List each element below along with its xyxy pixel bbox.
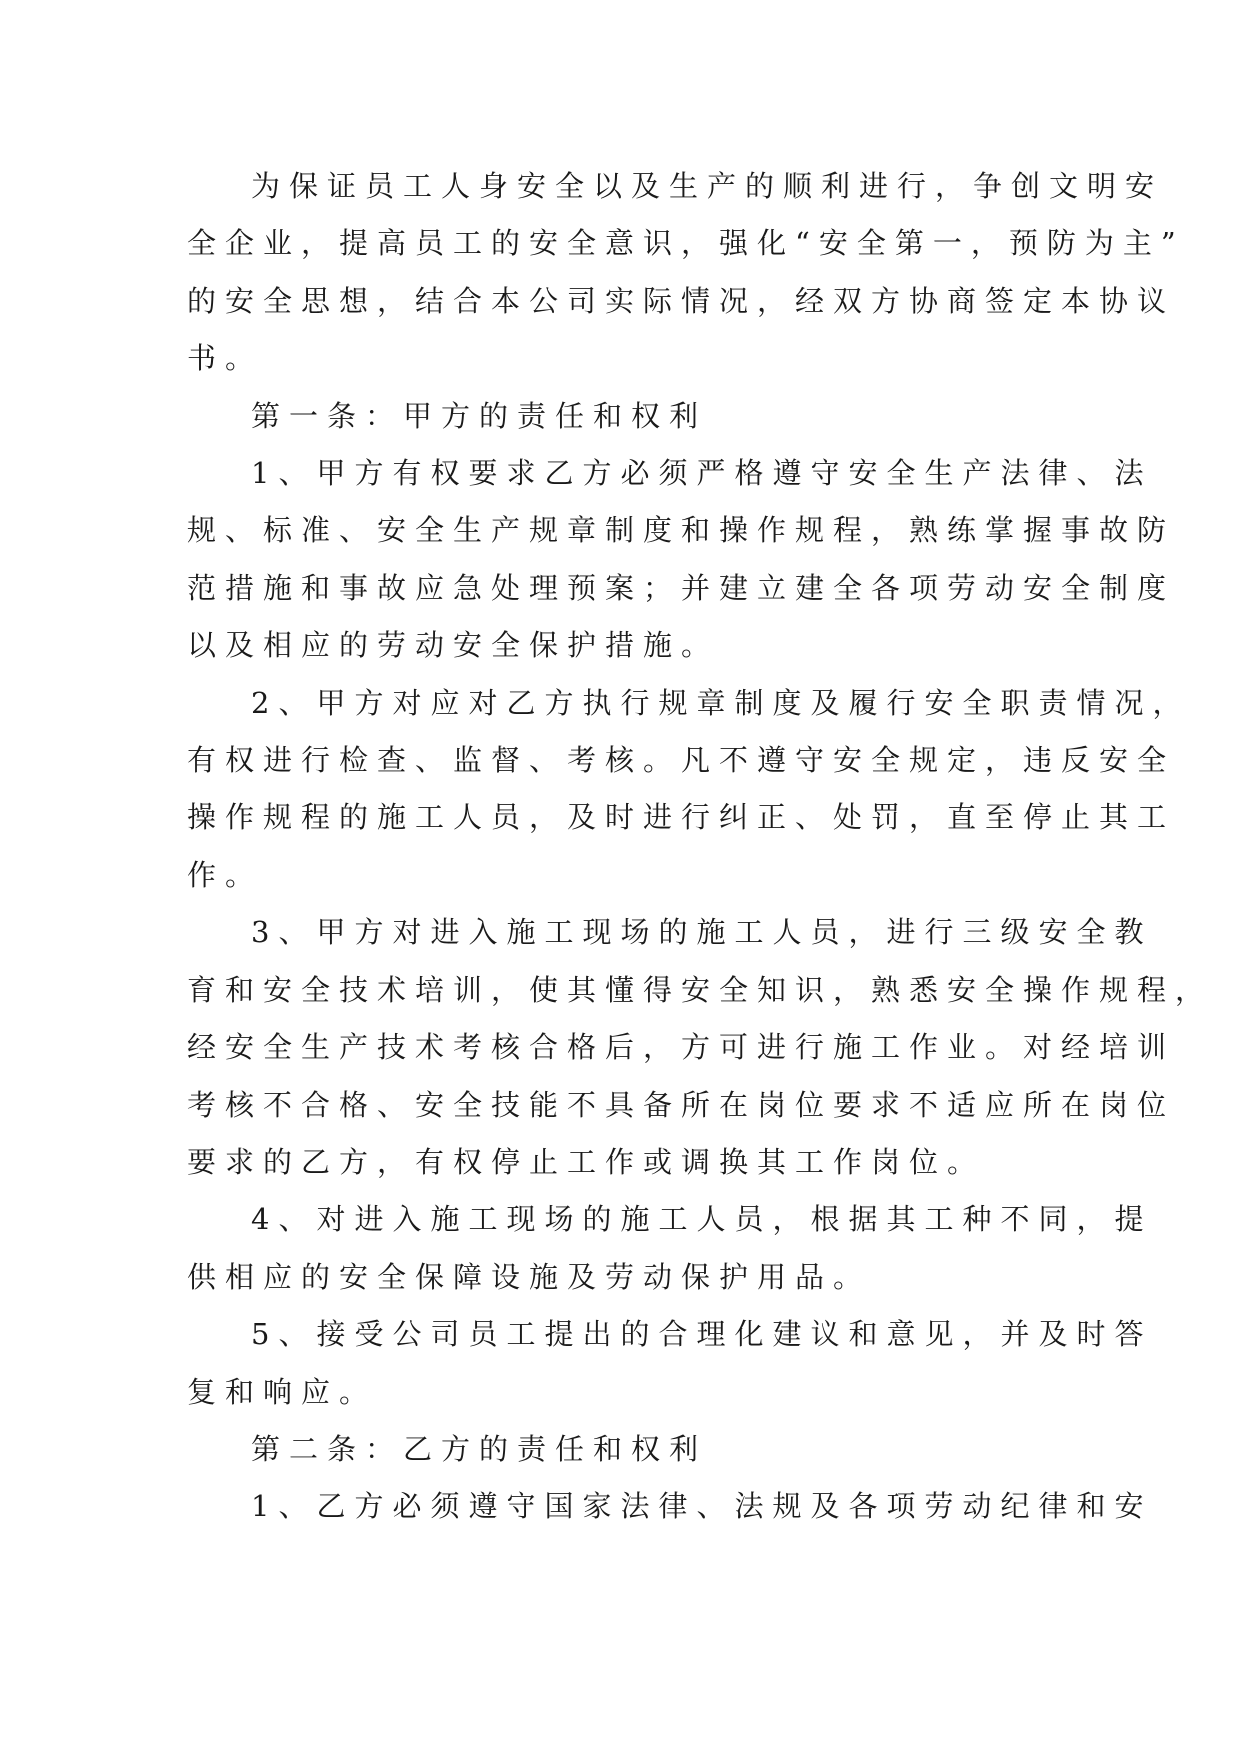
section-heading: 第二条：乙方的责任和权利 bbox=[251, 1431, 708, 1466]
text-line: 考核不合格、安全技能不具备所在岗位要求不适应所在岗位 bbox=[187, 1087, 1176, 1122]
text-line: 1、甲方有权要求乙方必须严格遵守安全生产法律、法 bbox=[251, 456, 1153, 491]
article-1-item-1 bbox=[187, 445, 1176, 675]
text-line: 经安全生产技术考核合格后，方可进行施工作业。对经培训 bbox=[187, 1030, 1176, 1065]
article-1-item-2 bbox=[187, 675, 1191, 905]
text-line: 4、对进入施工现场的施工人员，根据其工种不同，提 bbox=[251, 1202, 1153, 1237]
article-1-item-5 bbox=[187, 1306, 1153, 1421]
text-line: 以及相应的劳动安全保护措施。 bbox=[187, 628, 720, 663]
paragraph-intro bbox=[187, 158, 1185, 388]
section-heading: 第一条：甲方的责任和权利 bbox=[251, 398, 708, 433]
article-2-item-1 bbox=[187, 1478, 1153, 1535]
text-line: 范措施和事故应急处理预案；并建立建全各项劳动安全制度 bbox=[187, 570, 1176, 605]
text-line: 供相应的安全保障设施及劳动保护用品。 bbox=[187, 1259, 872, 1294]
text-line: 5、接受公司员工提出的合理化建议和意见，并及时答 bbox=[251, 1317, 1153, 1352]
article-2-heading bbox=[187, 1421, 1057, 1478]
article-1-heading bbox=[187, 388, 1057, 445]
article-1-item-3 bbox=[187, 904, 1214, 1191]
text-line: 为保证员工人身安全以及生产的顺利进行，争创文明安 bbox=[251, 169, 1164, 203]
text-line: 有权进行检查、监督、考核。凡不遵守安全规定，违反安全 bbox=[187, 743, 1176, 778]
text-line: 3、甲方对进入施工现场的施工人员，进行三级安全教 bbox=[251, 915, 1153, 950]
text-line: 规、标准、安全生产规章制度和操作规程，熟练掌握事故防 bbox=[187, 513, 1176, 548]
text-line: 2、甲方对应对乙方执行规章制度及履行安全职责情况， bbox=[251, 685, 1191, 720]
text-line: 育和安全技术培训，使其懂得安全知识，熟悉安全操作规程， bbox=[187, 972, 1214, 1007]
text-line: 书。 bbox=[187, 341, 264, 376]
text-line: 作。 bbox=[187, 857, 264, 892]
text-line: 全企业，提高员工的安全意识，强化“安全第一，预防为主” bbox=[187, 226, 1185, 261]
text-line: 操作规程的施工人员，及时进行纠正、处罚，直至停止其工 bbox=[187, 800, 1176, 835]
text-line: 要求的乙方，有权停止工作或调换其工作岗位。 bbox=[187, 1144, 986, 1179]
text-line: 的安全思想，结合本公司实际情况，经双方协商签定本协议 bbox=[187, 283, 1176, 318]
text-line: 复和响应。 bbox=[187, 1374, 378, 1409]
text-line: 1、乙方必须遵守国家法律、法规及各项劳动纪律和安 bbox=[251, 1489, 1153, 1524]
article-1-item-4 bbox=[187, 1191, 1153, 1306]
document-body bbox=[187, 158, 1214, 1536]
